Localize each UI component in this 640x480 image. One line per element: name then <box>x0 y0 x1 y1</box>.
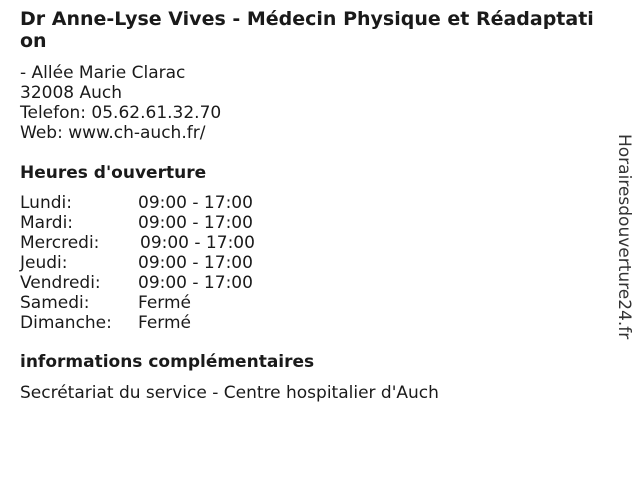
hours-row-jeudi <box>20 253 605 273</box>
hours-value: 09:00 - 17:00 <box>138 253 253 273</box>
day-label: Samedi: <box>20 293 90 313</box>
day-label: Jeudi: <box>20 253 68 273</box>
website-link[interactable]: Web: www.ch-auch.fr/ <box>20 123 206 143</box>
opening-hours-heading: Heures d'ouverture <box>20 163 207 183</box>
city-postcode: 32008 Auch <box>20 83 123 103</box>
hours-row-dimanche <box>20 313 605 333</box>
day-label: Dimanche: <box>20 313 112 333</box>
hours-row-vendredi <box>20 273 605 293</box>
hours-row-mercredi <box>20 233 605 253</box>
day-label: Vendredi: <box>20 273 101 293</box>
address-block <box>20 63 605 143</box>
hours-value: 09:00 - 17:00 <box>138 273 253 293</box>
additional-info-text: Secrétariat du service - Centre hospitalier d'Auch <box>20 383 439 403</box>
site-brand-watermark: Horairesdouverture24.fr <box>614 134 634 340</box>
additional-info-heading: informations complémentaires <box>20 352 315 372</box>
street-address: - Allée Marie Clarac <box>20 63 186 83</box>
hours-value: 09:00 - 17:00 <box>138 193 253 213</box>
day-label: Mercredi: <box>20 233 100 253</box>
hours-value: 09:00 - 17:00 <box>138 213 253 233</box>
business-listing <box>20 8 605 403</box>
page-title: Dr Anne-Lyse Vives - Médecin Physique et Réadaptation <box>20 8 594 52</box>
hours-row-samedi <box>20 293 605 313</box>
day-label: Lundi: <box>20 193 72 213</box>
hours-value: Fermé <box>138 313 192 333</box>
hours-row-mardi <box>20 213 605 233</box>
hours-value: 09:00 - 17:00 <box>140 233 255 253</box>
phone-number[interactable]: Telefon: 05.62.61.32.70 <box>20 103 222 123</box>
opening-hours-table <box>20 193 605 333</box>
day-label: Mardi: <box>20 213 74 233</box>
hours-value: Fermé <box>138 293 192 313</box>
hours-row-lundi <box>20 193 605 213</box>
